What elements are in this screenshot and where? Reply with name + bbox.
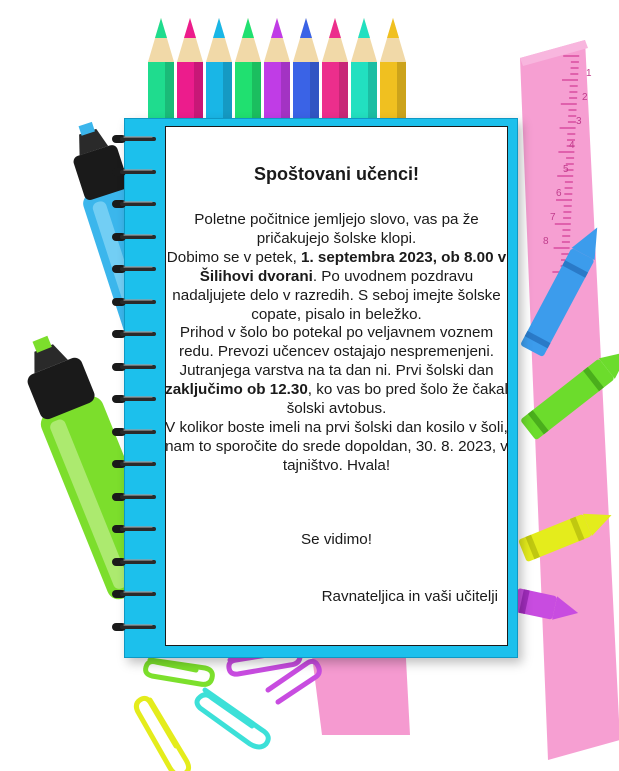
spiral-ring	[112, 392, 158, 402]
paper-clips	[136, 650, 319, 771]
signature: Ravnateljica in vaši učitelji	[321, 588, 498, 605]
spiral-ring	[112, 327, 158, 337]
spiral-ring	[112, 522, 158, 532]
spiral-ring	[112, 295, 158, 305]
spiral-ring	[112, 620, 158, 630]
spiral-rings	[112, 118, 172, 656]
ruler-number-8: 8	[543, 236, 549, 247]
paragraph-lunch: V kolikor boste imeli na prvi šolski dan kosilo v šoli, nam to sporočite do srede dopoldan, 30. 8. 2023, v tajništvo. Hvala!	[165, 418, 508, 474]
ruler-number-7: 7	[550, 212, 556, 223]
ruler-number-6: 6	[556, 188, 562, 199]
ruler-number-4: 4	[569, 140, 575, 151]
spiral-ring	[112, 457, 158, 467]
spiral-ring	[112, 555, 158, 565]
ruler-number-2: 2	[582, 92, 588, 103]
spiral-ring	[112, 360, 158, 370]
paragraph-transport: Prihod v šolo bo potekal po veljavnem voznem redu. Prevozi učencev ostajajo nespremenjeni. Jutranjega varstva na ta dan ni. Prvi šolski dan zaključimo ob 12.30, ko vas bo pred šolo že čakal šolski avtobus.	[165, 324, 508, 418]
end-time: zaključimo ob 12.30	[165, 381, 308, 399]
spiral-ring	[112, 262, 158, 272]
spiral-ring	[112, 490, 158, 500]
spiral-ring	[112, 230, 158, 240]
spiral-ring	[112, 197, 158, 207]
paragraph-meeting: Dobimo se v petek, 1. septembra 2023, ob 8.00 v Šilihovi dvorani. Po uvodnem pozdravu nadaljujete delo v razredih. S seboj imejte šolske copate, pisalo in beležko.	[166, 248, 507, 323]
ruler-number-5: 5	[563, 164, 569, 175]
meeting-date: 1. septembra 2023	[301, 248, 433, 266]
meeting-place: 8.00 v Šilihovi dvorani	[199, 248, 507, 285]
spiral-ring	[112, 165, 158, 175]
letter-body	[165, 211, 508, 476]
letter-title: Spoštovani učenci!	[253, 164, 420, 184]
paragraph-intro: Poletne počitnice jemljejo slovo, vas pa že pričakujejo šolske klopi.	[194, 211, 479, 247]
spiral-ring	[112, 132, 158, 142]
spiral-ring	[112, 587, 158, 597]
closing-text: Se vidimo!	[301, 531, 372, 548]
spiral-ring	[112, 425, 158, 435]
ruler-number-1: 1	[586, 68, 592, 79]
ruler-number-3: 3	[576, 116, 582, 127]
